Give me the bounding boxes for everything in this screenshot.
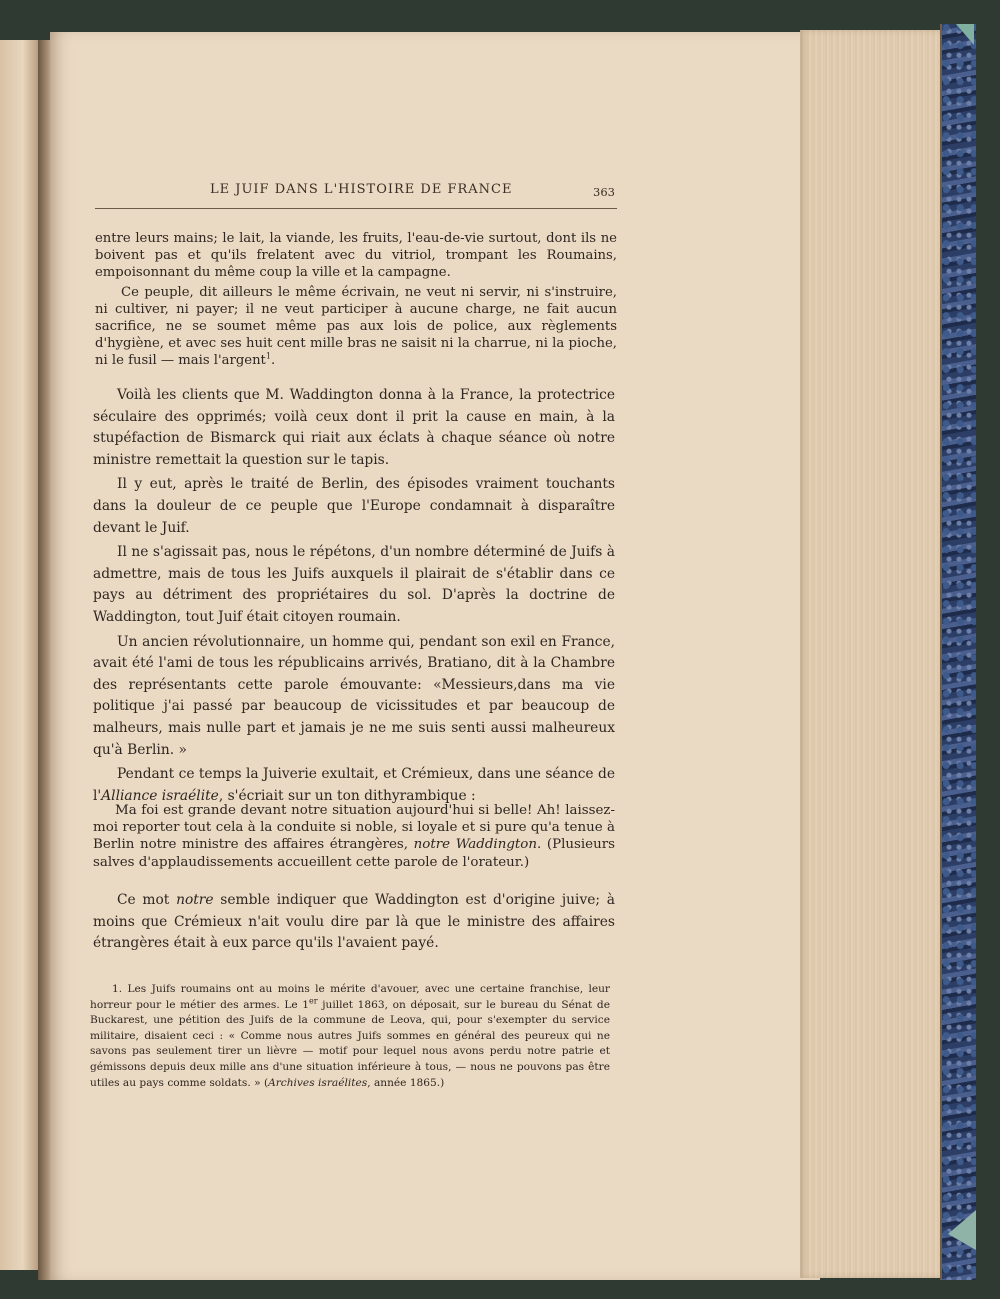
paragraph bbox=[93, 890, 615, 955]
superscript: er bbox=[309, 996, 318, 1006]
marbled-cover bbox=[940, 24, 976, 1280]
quote-paragraph bbox=[95, 284, 617, 370]
running-header bbox=[95, 182, 617, 209]
paragraph-text: Ce mot bbox=[117, 892, 177, 908]
quoted-passage bbox=[95, 230, 617, 372]
footnote bbox=[90, 982, 610, 1091]
footnote-text: juillet 1863, on déposait, sur le bureau du Sénat de Buckarest, une pétition des Juifs de la commune de Leova, qui, pour s'exempter du service militaire, disaient ceci : « Comme nous autres Juifs sommes en général des peureux qui ne savons pas seulement tirer un lièvre — motif pour lequel nous avons perdu notre patrie et gémissons depuis deux mille ans d'une situation inférieure à tous, — nous ne pouvons pas être utiles au pays comme soldats. » ( bbox=[90, 998, 610, 1089]
paragraph: Il ne s'agissait pas, nous le répétons, d'un nombre déterminé de Juifs à admettre, mais de tous les Juifs auxquels il plairait de s'établir dans ce pays au détriment des propriétaires du sol. D'après la doctrine de Waddington, tout Juif était citoyen roumain. bbox=[93, 544, 615, 625]
paragraph: Voilà les clients que M. Waddington donna à la France, la protectrice séculaire des opprimés; voilà ceux dont il prit la cause en main, à la stupéfaction de Bismarck qui riait aux éclats à chaque séance où notre ministre remettait la question sur le tapis. bbox=[93, 387, 615, 468]
paragraph: Il y eut, après le traité de Berlin, des épisodes vraiment touchants dans la douleur de ce peuple que l'Europe condamnait à disparaître devant le Juif. bbox=[93, 476, 615, 536]
italic-source: Archives israélites bbox=[268, 1076, 368, 1089]
quote-paragraph bbox=[93, 802, 615, 871]
closing-paragraph bbox=[93, 890, 615, 955]
page-number: 363 bbox=[593, 185, 615, 199]
quote-text: Ma foi est grande devant notre situation aujourd'hui si belle! Ah! laissez-moi reporter tout cela à la conduite si noble, si loyale et si pure qu'a tenue à Berlin notre ministre des affaires étrangères, bbox=[93, 803, 615, 853]
footnote-text: , année 1865.) bbox=[367, 1076, 445, 1089]
footnote-text: 1. Les Juifs roumains ont au moins le mérite d'avouer, avec une certaine franchise, leur horreur pour le métier des armes. Le 1 bbox=[90, 983, 610, 1011]
footnote-ref: 1 bbox=[265, 352, 271, 362]
quote-end: . bbox=[270, 353, 276, 369]
italic-title: Alliance israélite bbox=[101, 787, 219, 804]
quote-text: (Plusieurs salves d'applaudissements accueillent cette parole de l'orateur.) bbox=[93, 837, 615, 870]
footnote-paragraph bbox=[90, 982, 610, 1091]
paragraph bbox=[93, 764, 615, 807]
left-page-edge bbox=[0, 40, 40, 1270]
paragraph: Un ancien révolutionnaire, un homme qui, pendant son exil en France, avait été l'ami de tous les républicains arrivés, Bratiano, dit à la Chambre des représentants cette parole émouvante: «Messieurs,dans ma vie politique j'ai passé par beaucoup de vicissitudes et par beaucoup de malheurs, mais nulle part et jamais je ne me suis senti aussi malheureux qu'à Berlin. » bbox=[93, 633, 615, 758]
paragraph-text: Pendant ce temps la Juiverie exultait, et Crémieux, dans une séance de l' bbox=[93, 766, 615, 804]
page-stack-edges bbox=[800, 30, 948, 1278]
paragraph-text: , s'écriait sur un ton dithyrambique : bbox=[218, 787, 476, 804]
quote-text: Ce peuple, dit ailleurs le même écrivain, ne veut ni servir, ni s'instruire, ni cultiver, ni payer; il ne veut participer à aucune charge, ne fait aucun sacrifice, ne se soumet même pas aux lois de police, aux règlements d'hygiène, et avec ses huit cent mille bras ne saisit ni la charrue, ni la pioche, ni le fusil — mais l'argent bbox=[95, 284, 617, 369]
running-title: LE JUIF DANS L'HISTOIRE DE FRANCE bbox=[210, 182, 513, 197]
body-text bbox=[93, 385, 615, 810]
paragraph-text: semble indiquer que Waddington est d'origine juive; à moins que Crémieux n'ait voulu dire par là que le ministre des affaires étrangères était à eux parce qu'ils l'avaient payé. bbox=[93, 892, 615, 952]
block-quote bbox=[93, 802, 615, 871]
italic-word: notre bbox=[176, 892, 214, 908]
quote-paragraph: entre leurs mains; le lait, la viande, les fruits, l'eau-de-vie surtout, dont ils ne boivent pas et qu'ils frelatent avec du vitriol, trompant les Roumains, empoisonnant du même coup la ville et la campagne. bbox=[95, 231, 617, 281]
italic-phrase: notre Waddington. bbox=[413, 837, 542, 853]
